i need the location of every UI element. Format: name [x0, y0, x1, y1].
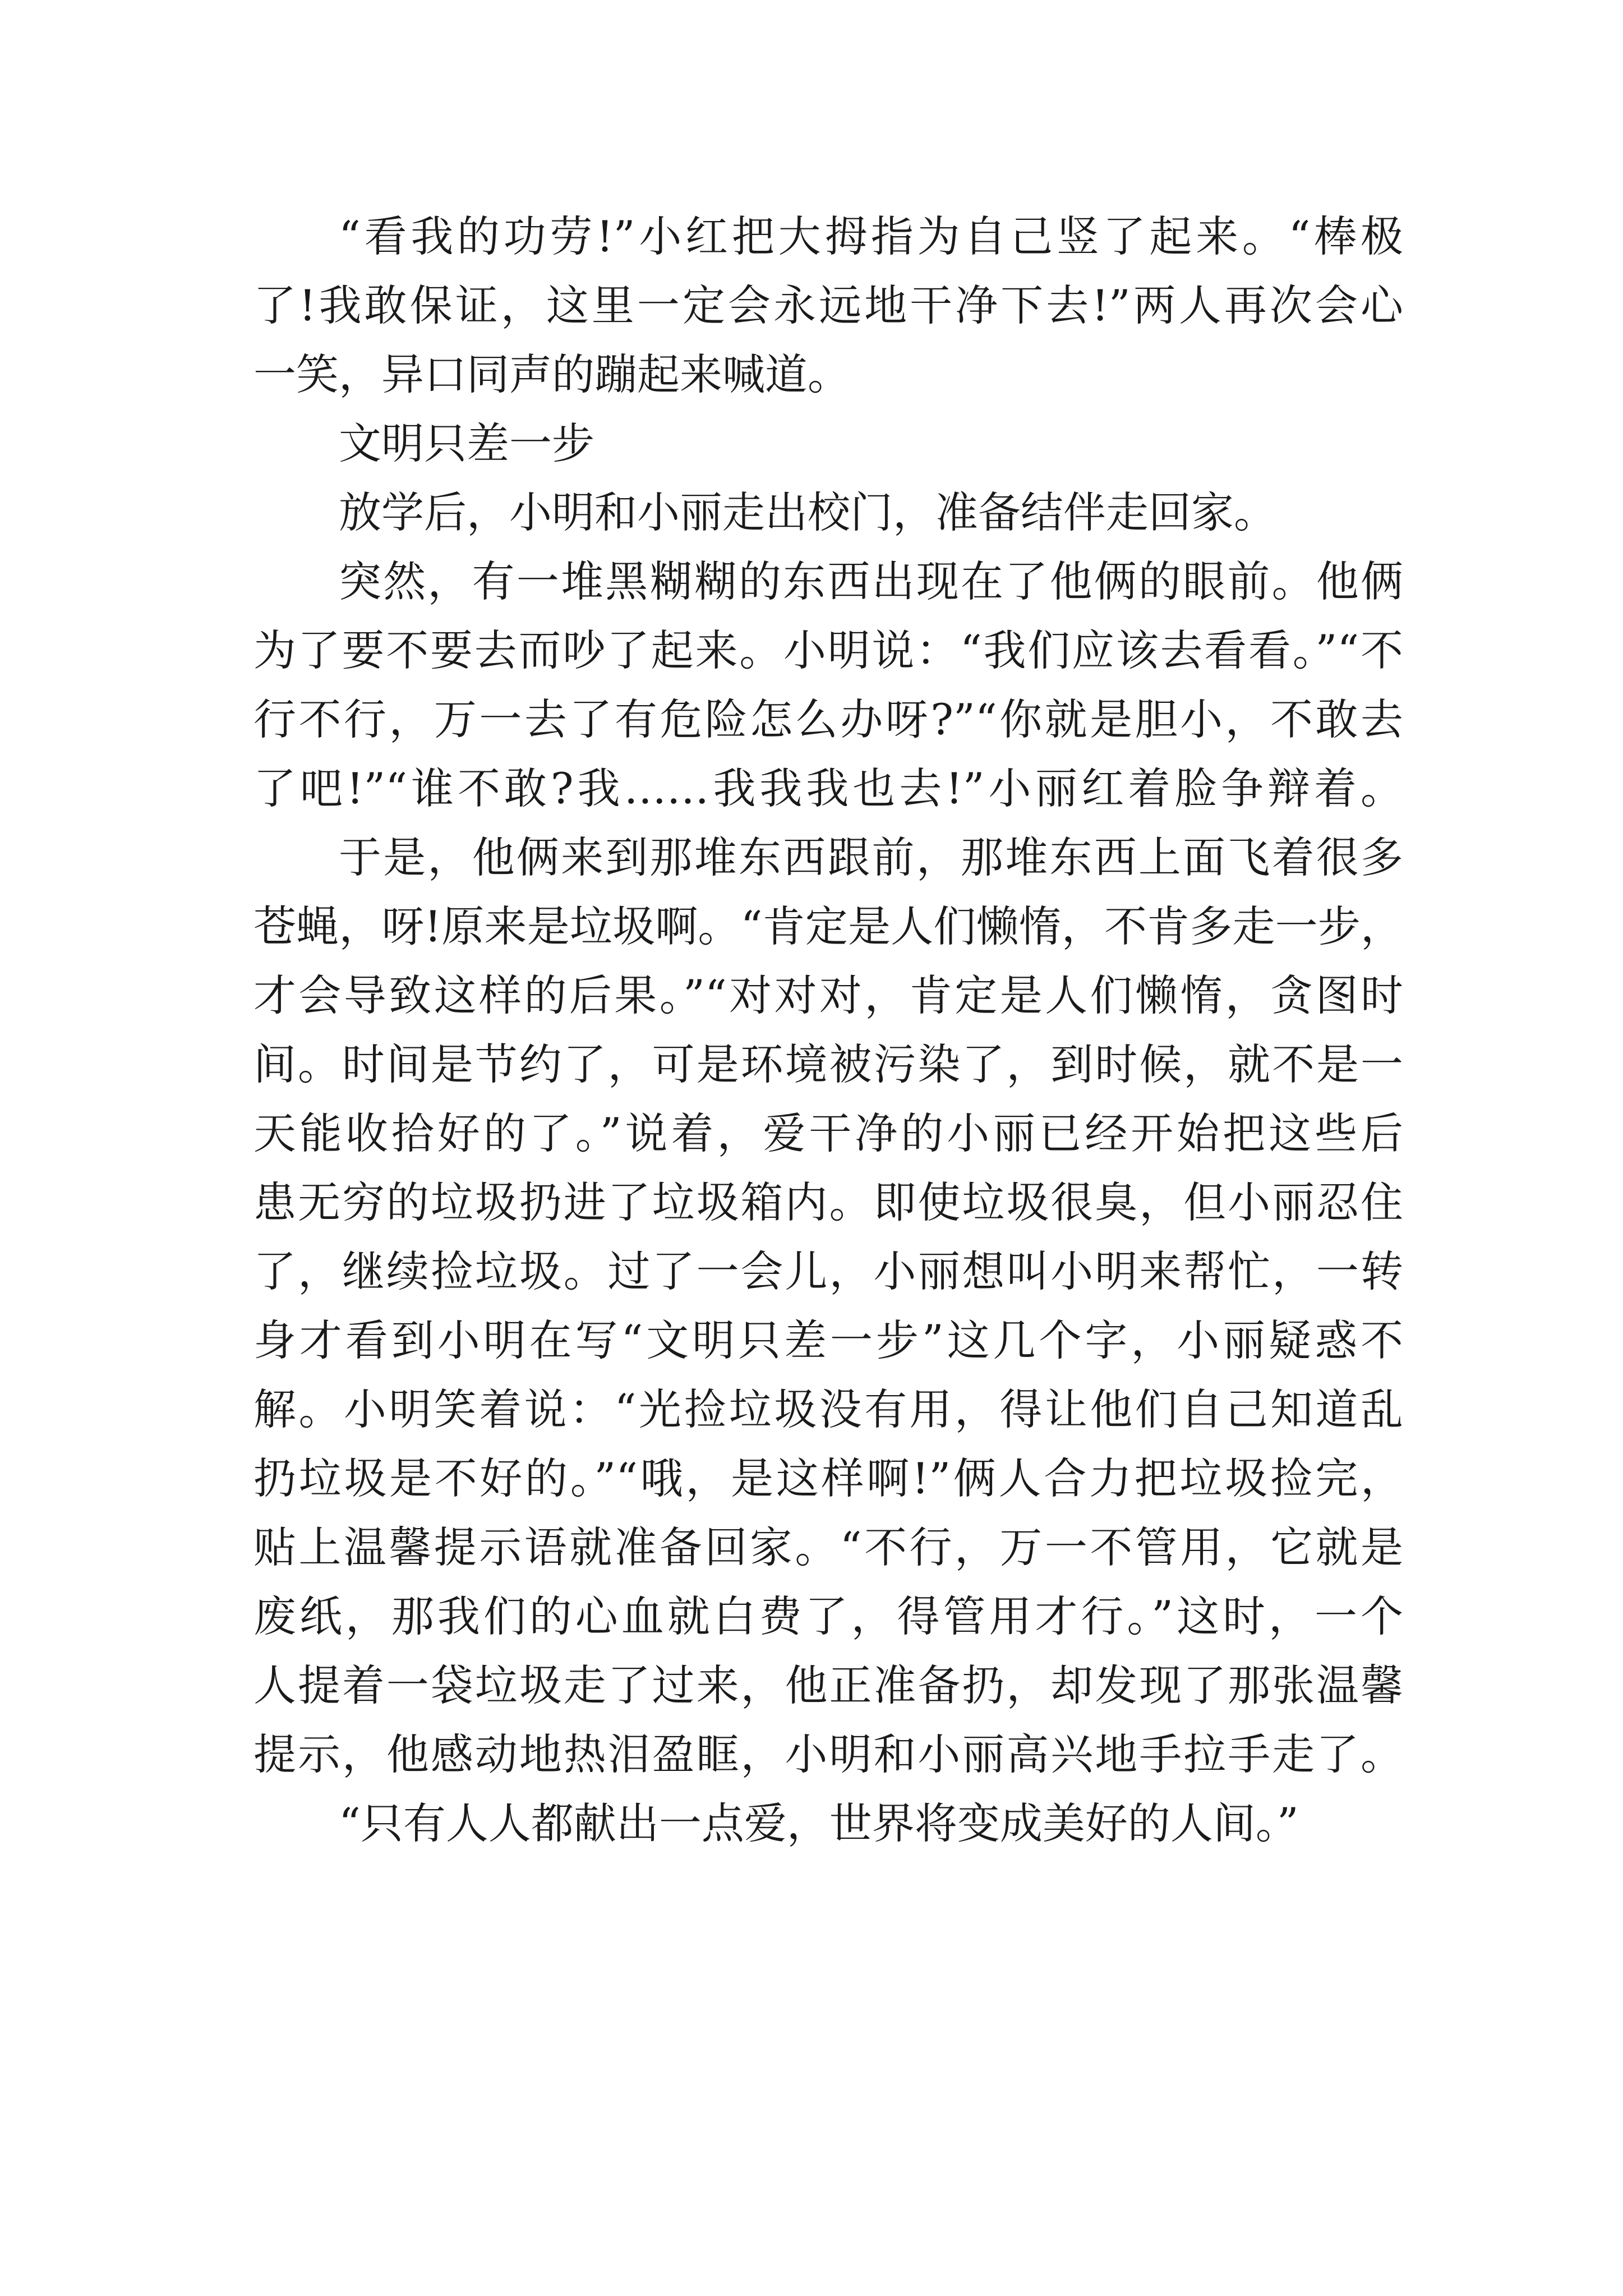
text-line: 了吧!”“谁不敢?我……我我我也去!”小丽红着脸争辩着。	[253, 763, 1403, 813]
text-line: 间。时间是节约了，可是环境被污染了，到时候，就不是一	[253, 1039, 1403, 1089]
text-line: 了!我敢保证，这里一定会永远地干净下去!”两人再次会心	[253, 280, 1403, 330]
text-line: 身才看到小明在写“文明只差一步”这几个字，小丽疑惑不	[253, 1315, 1403, 1365]
text-line: 提示，他感动地热泪盈眶，小明和小丽高兴地手拉手走了。	[253, 1729, 1403, 1779]
document-body	[253, 202, 1403, 1858]
text-line: 人提着一袋垃圾走了过来，他正准备扔，却发现了那张温馨	[253, 1660, 1403, 1710]
text-line: 突然，有一堆黑糊糊的东西出现在了他俩的眼前。他俩	[339, 556, 1403, 606]
text-line: 一笑，异口同声的蹦起来喊道。	[253, 349, 850, 399]
section-title: 文明只差一步	[339, 418, 594, 468]
text-line: 才会导致这样的后果。”“对对对，肯定是人们懒惰，贪图时	[253, 970, 1403, 1020]
text-line: “只有人人都献出一点爱，世界将变成美好的人间。”	[339, 1798, 1299, 1848]
text-line: 天能收拾好的了。”说着，爱干净的小丽已经开始把这些后	[253, 1108, 1403, 1158]
text-line: 解。小明笑着说：“光捡垃圾没有用，得让他们自己知道乱	[253, 1384, 1403, 1434]
text-line: 扔垃圾是不好的。”“哦，是这样啊!”俩人合力把垃圾捡完，	[253, 1453, 1403, 1503]
text-line: 了，继续捡垃圾。过了一会儿，小丽想叫小明来帮忙，一转	[253, 1246, 1403, 1296]
text-line: 贴上温馨提示语就准备回家。“不行，万一不管用，它就是	[253, 1522, 1403, 1572]
text-line: 苍蝇，呀!原来是垃圾啊。“肯定是人们懒惰，不肯多走一步，	[253, 901, 1403, 951]
text-line: 于是，他俩来到那堆东西跟前，那堆东西上面飞着很多	[339, 832, 1403, 882]
text-line: 废纸，那我们的心血就白费了，得管用才行。”这时，一个	[253, 1591, 1403, 1641]
text-line: “看我的功劳!”小红把大拇指为自己竖了起来。“棒极	[339, 211, 1403, 261]
text-line: 行不行，万一去了有危险怎么办呀?”“你就是胆小，不敢去	[253, 694, 1403, 744]
text-line: 患无穷的垃圾扔进了垃圾箱内。即使垃圾很臭，但小丽忍住	[253, 1177, 1403, 1227]
text-line: 放学后，小明和小丽走出校门，准备结伴走回家。	[339, 487, 1276, 537]
text-line: 为了要不要去而吵了起来。小明说：“我们应该去看看。”“不	[253, 625, 1403, 675]
